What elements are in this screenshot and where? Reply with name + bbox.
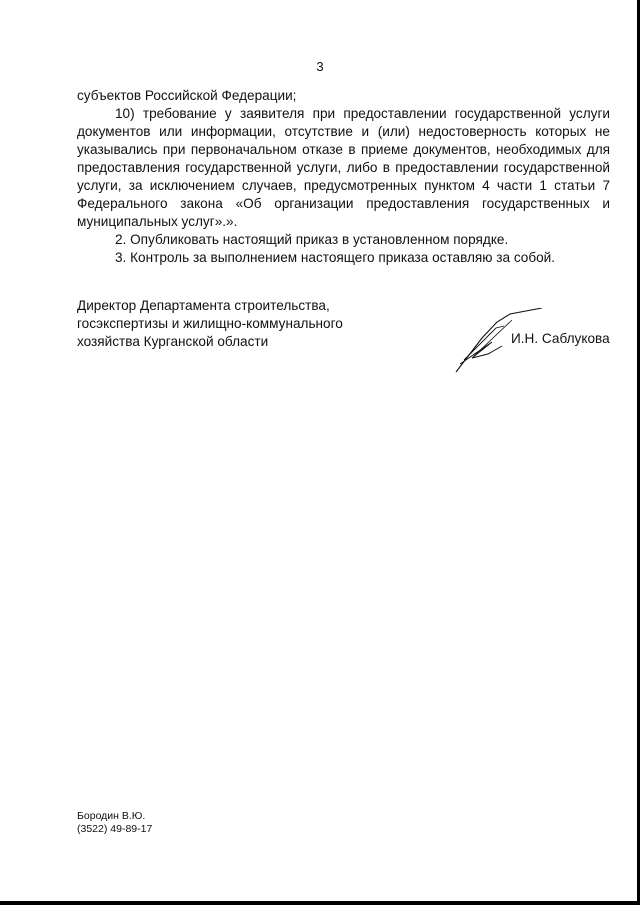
executor-name: Бородин В.Ю. [77,810,146,822]
paragraph-control: 3. Контроль за выполнением настоящего приказа оставляю за собой. [115,250,556,265]
page-number: 3 [316,59,324,74]
executor-phone: (3522) 49-89-17 [77,823,153,835]
signatory-name: И.Н. Саблукова [511,331,610,346]
executor-contact [77,810,152,836]
document-body [77,87,610,267]
scan-edge-bottom [0,901,640,905]
signatory-title-line: Директор Департамента строительства, [77,298,330,313]
signatory-title-line: госэкспертизы и жилищно-коммунального [77,316,343,331]
signatory-title [77,297,377,351]
paragraph-publish: 2. Опубликовать настоящий приказ в установленном порядке. [115,232,509,247]
signatory-title-line: хозяйства Курганской области [77,334,269,349]
paragraph-item-10: 10) требование у заявителя при предоставлении государственной услуги документов или информации, отсутствие и (или) недостоверность которых не указывались при первоначальном отказе в приеме документов, необходимых для предоставления государственной услуги, либо в предоставлении государственной услуги, за исключением случаев, предусмотренных пунктом 4 части 1 статьи 7 Федерального закона «Об организации предоставления государственных и муниципальных услуг».». [77,106,610,229]
paragraph-continuation: субъектов Российской Федерации; [77,88,297,103]
